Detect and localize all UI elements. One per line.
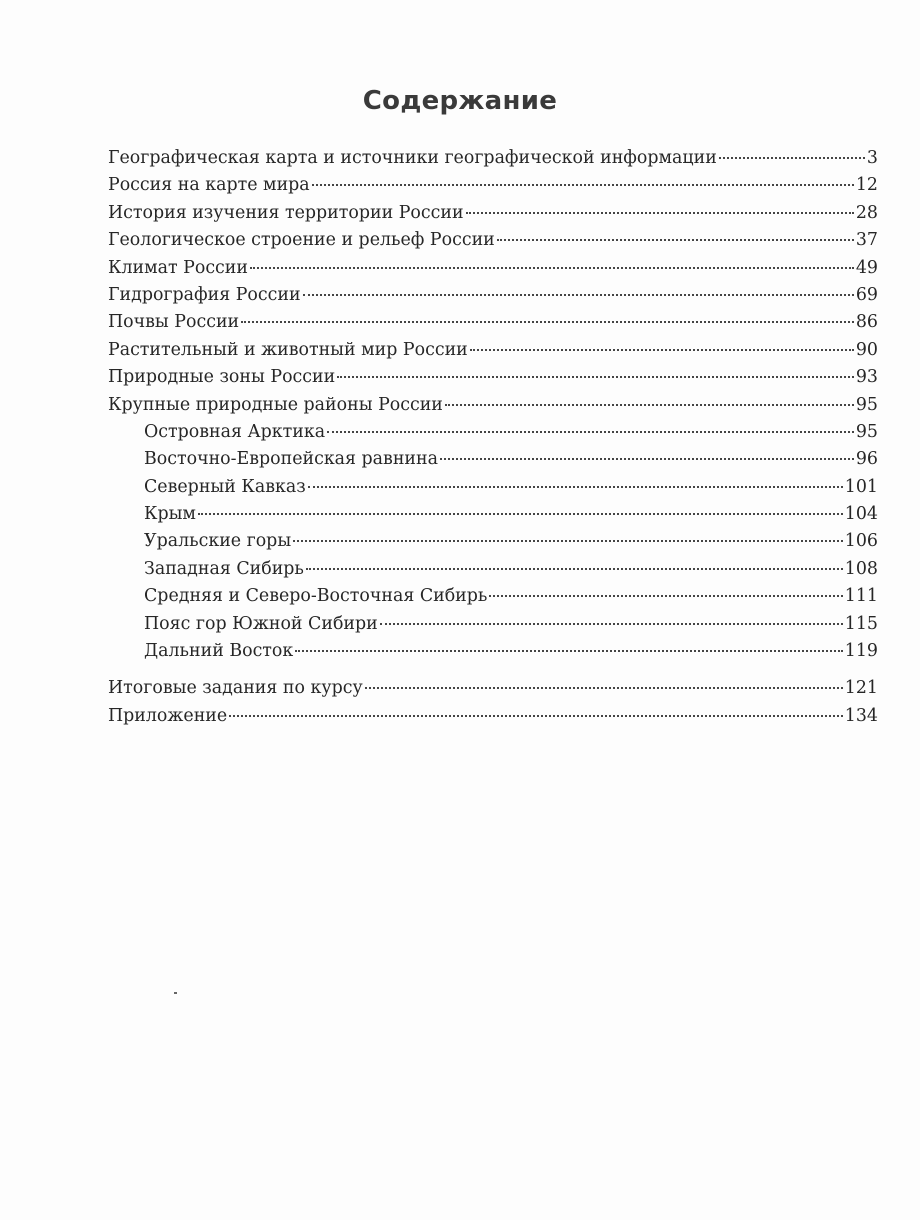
dot-leader	[312, 184, 854, 186]
toc-entry	[108, 706, 878, 733]
toc-page-number: 121	[844, 678, 878, 699]
table-of-contents	[108, 148, 878, 733]
toc-entry-title: Почвы России	[108, 312, 240, 333]
dot-leader	[337, 376, 854, 378]
toc-entry-title: История изучения территории России	[108, 202, 464, 223]
toc-page-number: 90	[855, 339, 878, 360]
toc-entry	[108, 230, 878, 257]
toc-entry-title: Крупные природные районы России	[108, 394, 443, 415]
dot-leader	[497, 239, 854, 241]
toc-entry-title: Геологическое строение и рельеф России	[108, 230, 495, 251]
toc-page-number: 119	[844, 641, 878, 662]
toc-entry	[108, 203, 878, 230]
toc-subentry	[108, 504, 878, 531]
toc-page-number: 37	[855, 230, 878, 251]
toc-page-number: 86	[855, 312, 878, 333]
toc-entry-title: Северный Кавказ	[144, 476, 306, 497]
toc-entry	[108, 148, 878, 175]
dot-leader	[327, 431, 854, 433]
toc-entry	[108, 285, 878, 312]
toc-entry-title: Крым	[144, 504, 196, 525]
toc-page-number: 69	[855, 284, 878, 305]
toc-entry-title: Итоговые задания по курсу	[108, 678, 363, 699]
toc-page-number: 101	[844, 476, 878, 497]
toc-subentry	[108, 477, 878, 504]
toc-entry	[108, 340, 878, 367]
dot-leader	[229, 715, 843, 717]
dot-leader	[306, 568, 843, 570]
toc-page-number: 106	[844, 531, 878, 552]
toc-subentry	[108, 449, 878, 476]
toc-entry-title: Пояс гор Южной Сибири	[144, 613, 378, 634]
page-title: Содержание	[362, 86, 558, 116]
toc-entry-title: Островная Арктика	[144, 421, 326, 442]
print-speck	[174, 992, 177, 994]
toc-page-number: 49	[855, 257, 878, 278]
toc-page-number: 93	[855, 367, 878, 388]
toc-subentry	[108, 614, 878, 641]
toc-entry-title: Восточно-Европейская равнина	[144, 449, 438, 470]
toc-page-number: 3	[866, 148, 878, 168]
toc-subentry	[108, 531, 878, 558]
toc-entry	[108, 367, 878, 394]
dot-leader	[489, 595, 842, 597]
toc-entry	[108, 175, 878, 202]
dot-leader	[380, 623, 843, 625]
toc-page-number: 95	[855, 421, 878, 442]
toc-entry	[108, 678, 878, 705]
toc-page-number: 111	[844, 586, 878, 607]
dot-leader	[295, 650, 843, 652]
dot-leader	[466, 212, 854, 214]
toc-page-number: 28	[855, 202, 878, 223]
toc-page-number: 134	[844, 705, 878, 726]
toc-entry-title: Средняя и Северо-Восточная Сибирь	[144, 586, 488, 607]
toc-page-number: 95	[855, 394, 878, 415]
toc-entry-title: Приложение	[108, 705, 228, 726]
toc-page-number: 12	[855, 175, 878, 196]
toc-entry	[108, 395, 878, 422]
toc-subentry	[108, 586, 878, 613]
dot-leader	[303, 294, 854, 296]
toc-entry	[108, 258, 878, 285]
dot-leader	[470, 349, 854, 351]
dot-leader	[241, 321, 854, 323]
toc-subentry	[108, 559, 878, 586]
dot-leader	[250, 267, 854, 269]
toc-subentry	[108, 641, 878, 668]
toc-page-number: 108	[844, 558, 878, 579]
toc-entry-title: Природные зоны России	[108, 367, 336, 388]
dot-leader	[440, 458, 854, 460]
toc-subentry	[108, 422, 878, 449]
toc-entry-title: Гидрография России	[108, 284, 301, 305]
toc-page-number: 115	[844, 613, 878, 634]
toc-entry-title: Уральские горы	[144, 531, 292, 552]
toc-page-number: 104	[844, 504, 878, 525]
toc-entry-title: Россия на карте мира	[108, 175, 310, 196]
toc-entry-title: Растительный и животный мир России	[108, 339, 468, 360]
toc-entry	[108, 312, 878, 339]
toc-entry-title: Географическая карта и источники географической информации	[108, 148, 717, 168]
dot-leader	[198, 513, 843, 515]
dot-leader	[445, 404, 854, 406]
dot-leader	[293, 540, 843, 542]
toc-entry-title: Западная Сибирь	[144, 558, 304, 579]
toc-entry-title: Климат России	[108, 257, 248, 278]
dot-leader	[719, 157, 865, 159]
toc-entry-title: Дальний Восток	[144, 641, 294, 662]
toc-page-number: 96	[855, 449, 878, 470]
dot-leader	[365, 687, 843, 689]
dot-leader	[308, 486, 843, 488]
